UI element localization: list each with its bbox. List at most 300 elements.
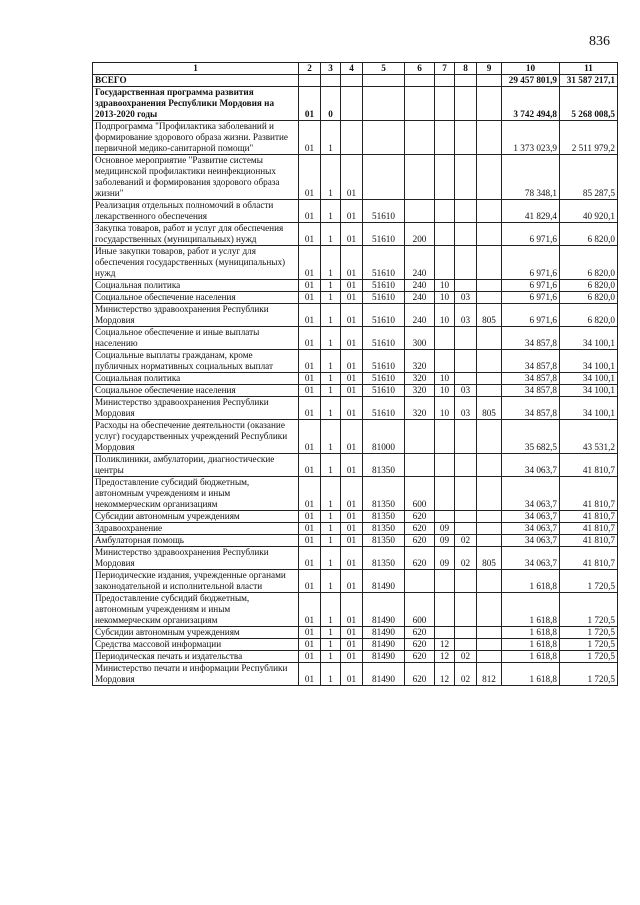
code-cell: 01 xyxy=(341,511,363,523)
code-cell: 01 xyxy=(341,454,363,477)
code-cell: 01 xyxy=(341,547,363,570)
code-cell: 1 xyxy=(321,223,341,246)
column-header: 6 xyxy=(405,63,435,75)
value-cell: 34 100,1 xyxy=(560,373,618,385)
code-cell: 01 xyxy=(299,373,321,385)
table-row xyxy=(93,280,618,292)
code-cell: 10 xyxy=(435,280,455,292)
code-cell xyxy=(435,75,455,87)
code-cell: 81490 xyxy=(363,651,405,663)
code-cell: 01 xyxy=(341,246,363,280)
value-cell: 1 720,5 xyxy=(560,639,618,651)
code-cell: 01 xyxy=(299,155,321,200)
code-cell: 01 xyxy=(341,663,363,686)
code-cell xyxy=(405,121,435,155)
code-cell: 1 xyxy=(321,547,341,570)
code-cell: 240 xyxy=(405,304,435,327)
value-cell: 34 100,1 xyxy=(560,350,618,373)
table-row xyxy=(93,535,618,547)
code-cell: 81350 xyxy=(363,523,405,535)
code-cell: 320 xyxy=(405,385,435,397)
value-cell: 41 810,7 xyxy=(560,511,618,523)
table-row xyxy=(93,454,618,477)
table-row xyxy=(93,511,618,523)
table-header-row xyxy=(93,63,618,75)
value-cell: 34 063,7 xyxy=(502,523,560,535)
code-cell: 01 xyxy=(299,523,321,535)
code-cell xyxy=(477,280,502,292)
table-row xyxy=(93,593,618,627)
row-name-cell: Амбулаторная помощь xyxy=(93,535,299,547)
column-header: 10 xyxy=(502,63,560,75)
code-cell: 01 xyxy=(299,511,321,523)
value-cell: 1 720,5 xyxy=(560,593,618,627)
table-row xyxy=(93,304,618,327)
value-cell: 34 100,1 xyxy=(560,327,618,350)
code-cell xyxy=(455,223,477,246)
code-cell: 81000 xyxy=(363,420,405,454)
code-cell: 1 xyxy=(321,373,341,385)
code-cell xyxy=(455,570,477,593)
column-header: 2 xyxy=(299,63,321,75)
code-cell xyxy=(455,420,477,454)
code-cell xyxy=(435,350,455,373)
code-cell xyxy=(321,75,341,87)
code-cell xyxy=(363,121,405,155)
code-cell xyxy=(405,87,435,121)
row-name-cell: Министерство здравоохранения Республики Мордовия xyxy=(93,304,299,327)
table-row xyxy=(93,420,618,454)
row-name-cell: Основное мероприятие "Развитие системы медицинской профилактики неинфекционных заболеваний и формирования здорового образа жизни" xyxy=(93,155,299,200)
code-cell: 01 xyxy=(341,373,363,385)
table-row xyxy=(93,651,618,663)
row-name-cell: Социальные выплаты гражданам, кроме публичных нормативных социальных выплат xyxy=(93,350,299,373)
table-row xyxy=(93,547,618,570)
value-cell: 29 457 801,9 xyxy=(502,75,560,87)
value-cell: 1 618,8 xyxy=(502,651,560,663)
code-cell: 01 xyxy=(341,385,363,397)
code-cell: 1 xyxy=(321,246,341,280)
row-name-cell: Реализация отдельных полномочий в области лекарственного обеспечения xyxy=(93,200,299,223)
code-cell xyxy=(363,155,405,200)
value-cell: 41 810,7 xyxy=(560,535,618,547)
code-cell: 01 xyxy=(341,477,363,511)
value-cell: 34 063,7 xyxy=(502,454,560,477)
value-cell: 6 971,6 xyxy=(502,246,560,280)
value-cell: 6 971,6 xyxy=(502,304,560,327)
code-cell xyxy=(477,155,502,200)
row-name-cell: Подпрограмма "Профилактика заболеваний и формирование здорового образа жизни. Развитие первичной медико-санитарной помощи" xyxy=(93,121,299,155)
value-cell: 2 511 979,2 xyxy=(560,121,618,155)
code-cell: 1 xyxy=(321,350,341,373)
value-cell: 6 820,0 xyxy=(560,246,618,280)
code-cell: 01 xyxy=(341,223,363,246)
code-cell xyxy=(435,246,455,280)
code-cell: 01 xyxy=(299,535,321,547)
code-cell: 81490 xyxy=(363,570,405,593)
code-cell: 620 xyxy=(405,639,435,651)
code-cell: 01 xyxy=(341,350,363,373)
value-cell: 1 618,8 xyxy=(502,593,560,627)
row-name-cell: Закупка товаров, работ и услуг для обеспечения государственных (муниципальных) нужд xyxy=(93,223,299,246)
table-row xyxy=(93,200,618,223)
code-cell: 1 xyxy=(321,397,341,420)
code-cell: 620 xyxy=(405,663,435,686)
code-cell xyxy=(341,75,363,87)
value-cell: 34 063,7 xyxy=(502,511,560,523)
code-cell: 51610 xyxy=(363,327,405,350)
value-cell: 34 100,1 xyxy=(560,385,618,397)
code-cell: 240 xyxy=(405,246,435,280)
code-cell: 620 xyxy=(405,535,435,547)
code-cell: 51610 xyxy=(363,373,405,385)
code-cell: 620 xyxy=(405,627,435,639)
code-cell xyxy=(477,373,502,385)
table-row xyxy=(93,570,618,593)
code-cell xyxy=(455,246,477,280)
budget-table xyxy=(92,62,618,686)
code-cell: 51610 xyxy=(363,292,405,304)
code-cell xyxy=(477,327,502,350)
code-cell: 51610 xyxy=(363,280,405,292)
row-name-cell: Иные закупки товаров, работ и услуг для обеспечения государственных (муниципальных) нужд xyxy=(93,246,299,280)
code-cell: 805 xyxy=(477,304,502,327)
code-cell: 01 xyxy=(299,292,321,304)
code-cell xyxy=(405,454,435,477)
column-header: 5 xyxy=(363,63,405,75)
code-cell: 01 xyxy=(299,639,321,651)
code-cell: 09 xyxy=(435,547,455,570)
table-body xyxy=(93,75,618,686)
table-row xyxy=(93,397,618,420)
code-cell xyxy=(455,121,477,155)
code-cell xyxy=(455,350,477,373)
code-cell: 1 xyxy=(321,280,341,292)
code-cell xyxy=(455,75,477,87)
value-cell: 40 920,1 xyxy=(560,200,618,223)
code-cell: 01 xyxy=(341,639,363,651)
code-cell: 03 xyxy=(455,292,477,304)
code-cell xyxy=(477,454,502,477)
value-cell: 35 682,5 xyxy=(502,420,560,454)
code-cell: 01 xyxy=(341,327,363,350)
code-cell: 01 xyxy=(341,200,363,223)
code-cell: 1 xyxy=(321,627,341,639)
code-cell: 1 xyxy=(321,327,341,350)
code-cell xyxy=(341,87,363,121)
row-name-cell: Социальное обеспечение населения xyxy=(93,292,299,304)
value-cell: 34 063,7 xyxy=(502,547,560,570)
code-cell xyxy=(455,373,477,385)
code-cell: 1 xyxy=(321,385,341,397)
code-cell xyxy=(435,155,455,200)
code-cell: 320 xyxy=(405,397,435,420)
code-cell xyxy=(435,420,455,454)
code-cell: 01 xyxy=(299,454,321,477)
code-cell: 02 xyxy=(455,535,477,547)
code-cell: 01 xyxy=(299,280,321,292)
table-row xyxy=(93,75,618,87)
code-cell xyxy=(363,75,405,87)
code-cell: 81490 xyxy=(363,627,405,639)
code-cell xyxy=(455,327,477,350)
value-cell: 34 857,8 xyxy=(502,350,560,373)
code-cell: 1 xyxy=(321,292,341,304)
code-cell: 01 xyxy=(299,627,321,639)
code-cell: 01 xyxy=(341,570,363,593)
code-cell: 805 xyxy=(477,547,502,570)
code-cell: 10 xyxy=(435,385,455,397)
code-cell xyxy=(455,523,477,535)
code-cell xyxy=(477,420,502,454)
value-cell: 41 810,7 xyxy=(560,454,618,477)
code-cell: 01 xyxy=(299,200,321,223)
code-cell: 600 xyxy=(405,593,435,627)
code-cell: 0 xyxy=(321,87,341,121)
column-header: 8 xyxy=(455,63,477,75)
code-cell xyxy=(455,593,477,627)
column-header: 1 xyxy=(93,63,299,75)
code-cell: 1 xyxy=(321,570,341,593)
code-cell: 03 xyxy=(455,385,477,397)
code-cell: 81350 xyxy=(363,535,405,547)
code-cell xyxy=(477,593,502,627)
code-cell: 12 xyxy=(435,663,455,686)
code-cell xyxy=(435,570,455,593)
code-cell: 620 xyxy=(405,523,435,535)
table-row xyxy=(93,477,618,511)
code-cell: 1 xyxy=(321,593,341,627)
code-cell: 02 xyxy=(455,547,477,570)
row-name-cell: Министерство здравоохранения Республики Мордовия xyxy=(93,397,299,420)
code-cell xyxy=(405,155,435,200)
page-number: 836 xyxy=(589,34,610,49)
code-cell: 81350 xyxy=(363,511,405,523)
code-cell xyxy=(405,200,435,223)
code-cell: 01 xyxy=(341,397,363,420)
row-name-cell: Средства массовой информации xyxy=(93,639,299,651)
value-cell: 31 587 217,1 xyxy=(560,75,618,87)
code-cell: 1 xyxy=(321,511,341,523)
code-cell: 81350 xyxy=(363,477,405,511)
code-cell: 51610 xyxy=(363,304,405,327)
code-cell: 01 xyxy=(299,547,321,570)
code-cell: 03 xyxy=(455,304,477,327)
code-cell xyxy=(435,593,455,627)
table-row xyxy=(93,223,618,246)
code-cell xyxy=(405,420,435,454)
code-cell xyxy=(477,570,502,593)
code-cell: 01 xyxy=(299,223,321,246)
row-name-cell: Министерство печати и информации Республики Мордовия xyxy=(93,663,299,686)
code-cell xyxy=(477,627,502,639)
code-cell: 1 xyxy=(321,639,341,651)
code-cell: 02 xyxy=(455,663,477,686)
code-cell xyxy=(455,627,477,639)
table-row xyxy=(93,350,618,373)
code-cell xyxy=(435,511,455,523)
code-cell: 1 xyxy=(321,304,341,327)
code-cell: 1 xyxy=(321,477,341,511)
code-cell: 10 xyxy=(435,304,455,327)
code-cell: 1 xyxy=(321,454,341,477)
code-cell xyxy=(435,200,455,223)
code-cell xyxy=(477,350,502,373)
code-cell: 01 xyxy=(341,535,363,547)
value-cell: 34 857,8 xyxy=(502,385,560,397)
code-cell: 51610 xyxy=(363,200,405,223)
code-cell: 01 xyxy=(299,121,321,155)
code-cell: 12 xyxy=(435,651,455,663)
value-cell: 34 063,7 xyxy=(502,535,560,547)
code-cell: 01 xyxy=(341,593,363,627)
code-cell: 01 xyxy=(299,87,321,121)
code-cell xyxy=(455,454,477,477)
code-cell: 1 xyxy=(321,663,341,686)
value-cell: 6 820,0 xyxy=(560,280,618,292)
code-cell: 1 xyxy=(321,535,341,547)
code-cell xyxy=(477,200,502,223)
code-cell: 10 xyxy=(435,397,455,420)
code-cell: 01 xyxy=(341,292,363,304)
table-row xyxy=(93,121,618,155)
code-cell xyxy=(435,477,455,511)
table-row xyxy=(93,246,618,280)
code-cell xyxy=(455,87,477,121)
code-cell: 01 xyxy=(299,304,321,327)
code-cell xyxy=(477,223,502,246)
code-cell: 51610 xyxy=(363,350,405,373)
code-cell xyxy=(477,651,502,663)
code-cell xyxy=(477,246,502,280)
column-header: 3 xyxy=(321,63,341,75)
code-cell xyxy=(435,627,455,639)
code-cell xyxy=(405,570,435,593)
code-cell: 51610 xyxy=(363,223,405,246)
code-cell: 1 xyxy=(321,121,341,155)
code-cell: 812 xyxy=(477,663,502,686)
value-cell: 6 971,6 xyxy=(502,280,560,292)
value-cell: 1 618,8 xyxy=(502,639,560,651)
value-cell: 3 742 494,8 xyxy=(502,87,560,121)
code-cell xyxy=(405,75,435,87)
row-name-cell: Субсидии автономным учреждениям xyxy=(93,627,299,639)
code-cell xyxy=(477,385,502,397)
value-cell: 1 618,8 xyxy=(502,627,560,639)
table-row xyxy=(93,373,618,385)
code-cell: 12 xyxy=(435,639,455,651)
code-cell: 620 xyxy=(405,547,435,570)
code-cell: 01 xyxy=(341,523,363,535)
row-name-cell: Расходы на обеспечение деятельности (оказание услуг) государственных учреждений Республики Мордовия xyxy=(93,420,299,454)
code-cell: 01 xyxy=(341,627,363,639)
code-cell: 51610 xyxy=(363,385,405,397)
table-row xyxy=(93,627,618,639)
code-cell: 01 xyxy=(299,397,321,420)
code-cell xyxy=(477,535,502,547)
value-cell: 6 971,6 xyxy=(502,292,560,304)
table-row xyxy=(93,292,618,304)
code-cell: 01 xyxy=(341,304,363,327)
code-cell: 240 xyxy=(405,292,435,304)
code-cell: 1 xyxy=(321,651,341,663)
table-row xyxy=(93,385,618,397)
code-cell: 02 xyxy=(455,651,477,663)
code-cell: 81490 xyxy=(363,639,405,651)
code-cell xyxy=(455,477,477,511)
code-cell xyxy=(455,280,477,292)
code-cell xyxy=(341,121,363,155)
value-cell: 41 810,7 xyxy=(560,547,618,570)
column-header: 4 xyxy=(341,63,363,75)
row-name-cell: Периодические издания, учрежденные органами законодательной и исполнительной власти xyxy=(93,570,299,593)
code-cell: 805 xyxy=(477,397,502,420)
row-name-cell: Социальное обеспечение населения xyxy=(93,385,299,397)
code-cell xyxy=(455,200,477,223)
code-cell: 81490 xyxy=(363,593,405,627)
code-cell: 81490 xyxy=(363,663,405,686)
table-row xyxy=(93,663,618,686)
code-cell xyxy=(435,327,455,350)
code-cell: 01 xyxy=(299,570,321,593)
code-cell: 620 xyxy=(405,511,435,523)
code-cell: 240 xyxy=(405,280,435,292)
code-cell xyxy=(477,639,502,651)
code-cell: 200 xyxy=(405,223,435,246)
code-cell: 51610 xyxy=(363,397,405,420)
value-cell: 34 063,7 xyxy=(502,477,560,511)
code-cell xyxy=(477,523,502,535)
value-cell: 43 531,2 xyxy=(560,420,618,454)
column-header: 7 xyxy=(435,63,455,75)
code-cell: 1 xyxy=(321,523,341,535)
code-cell: 320 xyxy=(405,350,435,373)
value-cell: 34 857,8 xyxy=(502,373,560,385)
code-cell: 1 xyxy=(321,200,341,223)
code-cell: 01 xyxy=(299,327,321,350)
code-cell: 1 xyxy=(321,420,341,454)
code-cell xyxy=(455,639,477,651)
code-cell: 01 xyxy=(341,420,363,454)
code-cell: 51610 xyxy=(363,246,405,280)
value-cell: 34 857,8 xyxy=(502,397,560,420)
value-cell: 1 618,8 xyxy=(502,663,560,686)
value-cell: 5 268 008,5 xyxy=(560,87,618,121)
code-cell xyxy=(435,87,455,121)
column-header: 11 xyxy=(560,63,618,75)
column-header: 9 xyxy=(477,63,502,75)
code-cell: 01 xyxy=(341,651,363,663)
code-cell xyxy=(455,155,477,200)
value-cell: 34 100,1 xyxy=(560,397,618,420)
code-cell: 01 xyxy=(299,246,321,280)
code-cell: 01 xyxy=(299,477,321,511)
code-cell xyxy=(363,87,405,121)
code-cell xyxy=(477,292,502,304)
code-cell: 03 xyxy=(455,397,477,420)
value-cell: 6 971,6 xyxy=(502,223,560,246)
value-cell: 1 720,5 xyxy=(560,663,618,686)
code-cell xyxy=(477,121,502,155)
row-name-cell: Государственная программа развития здравоохранения Республики Мордовия на 2013-2020 годы xyxy=(93,87,299,121)
row-name-cell: Периодическая печать и издательства xyxy=(93,651,299,663)
row-name-cell: Предоставление субсидий бюджетным, автономным учреждениям и иным некоммерческим организациям xyxy=(93,477,299,511)
table-row xyxy=(93,327,618,350)
row-name-cell: Субсидии автономным учреждениям xyxy=(93,511,299,523)
code-cell xyxy=(435,121,455,155)
code-cell xyxy=(477,511,502,523)
value-cell: 34 857,8 xyxy=(502,327,560,350)
